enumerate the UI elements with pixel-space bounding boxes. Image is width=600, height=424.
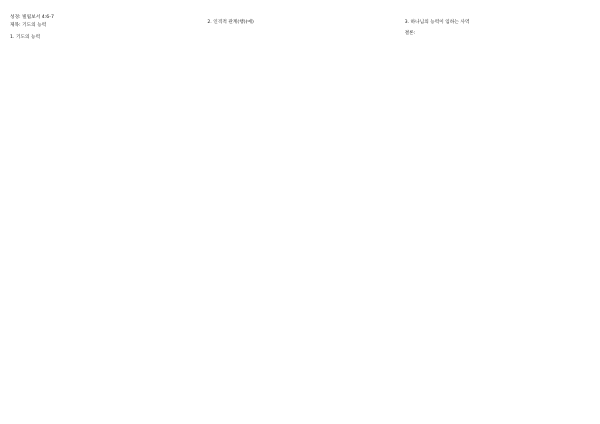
body-paragraph: 결론: [404,31,416,37]
column-1 [10,14,195,416]
sermon-title: 제목: 기도의 능력 [10,23,47,29]
section-heading: 1. 기도의 능력 [10,35,41,41]
section-heading: 2. 인격적 관계(행)(예) [207,20,254,25]
column-2 [207,14,392,416]
column-3 [405,14,590,416]
scripture-reference: 성경: 빌립보서 4:6-7 [10,15,54,20]
text-columns [10,14,590,416]
section-heading: 3. 하나님의 능력이 임하는 사역 [404,20,470,25]
